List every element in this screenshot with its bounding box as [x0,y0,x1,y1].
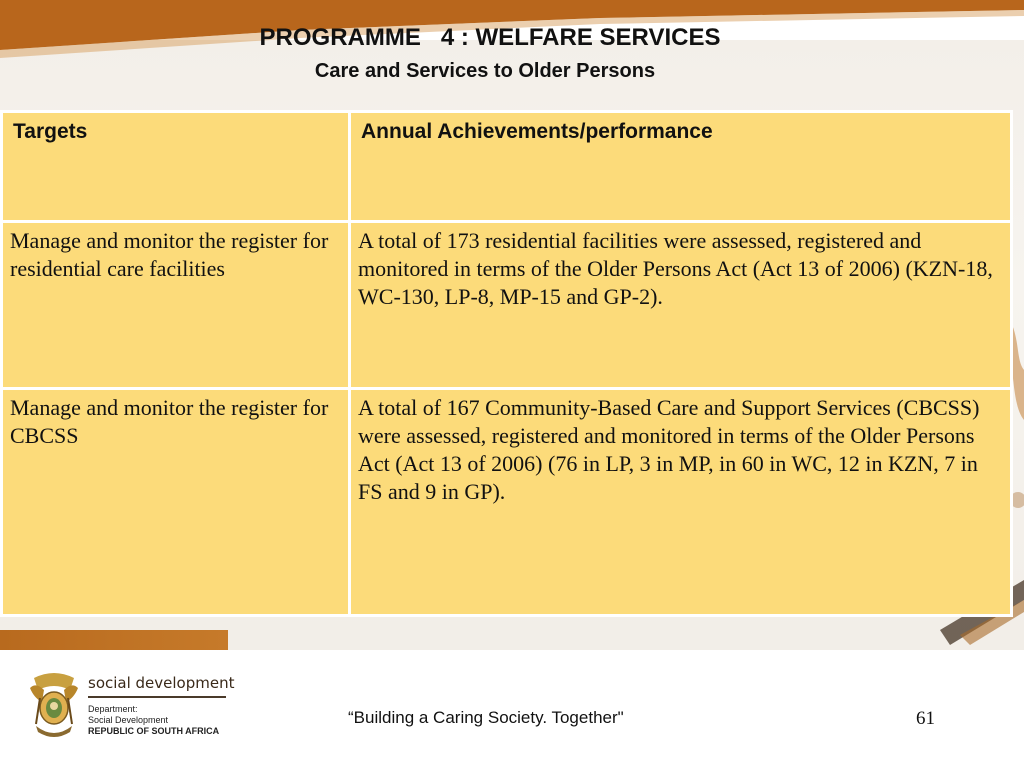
page-title: PROGRAMME 4 : WELFARE SERVICES [259,24,721,51]
dept-country: REPUBLIC OF SOUTH AFRICA [88,726,220,736]
header-targets: Targets [2,112,350,222]
dept-label: Department: [88,704,138,714]
cell-achievement: A total of 167 Community-Based Care and Support Services (CBCSS) were assessed, registered and monitored in terms of the Older Persons Act (Act 13 of 2006) (76 in LP, 3 in MP, in 60 in WC, 12 in KZN, 7 in FS and 9 in GP). [350,389,1012,616]
dept-name: Social Development [88,715,169,725]
coat-of-arms-icon [26,668,82,742]
bottom-orange-strip [0,630,228,650]
slogan: “Building a Caring Society. Together" [348,708,624,727]
table-row [2,222,1012,389]
page-subtitle: Care and Services to Older Persons [314,60,656,82]
brand-name: social development [88,674,235,692]
brand-divider [88,696,226,698]
cell-target: Manage and monitor the register for CBCSS [2,389,350,616]
cell-achievement: A total of 173 residential facilities were assessed, registered and monitored in terms of the Older Persons Act (Act 13 of 2006) (KZN-18, WC-130, LP-8, MP-15 and GP-2). [350,222,1012,389]
table-row [2,389,1012,616]
header-achievements: Annual Achievements/performance [350,112,1012,222]
table-header-row [2,112,1012,222]
page-number: 61 [916,708,935,729]
cell-target: Manage and monitor the register for residential care facilities [2,222,350,389]
targets-table [0,110,1013,617]
